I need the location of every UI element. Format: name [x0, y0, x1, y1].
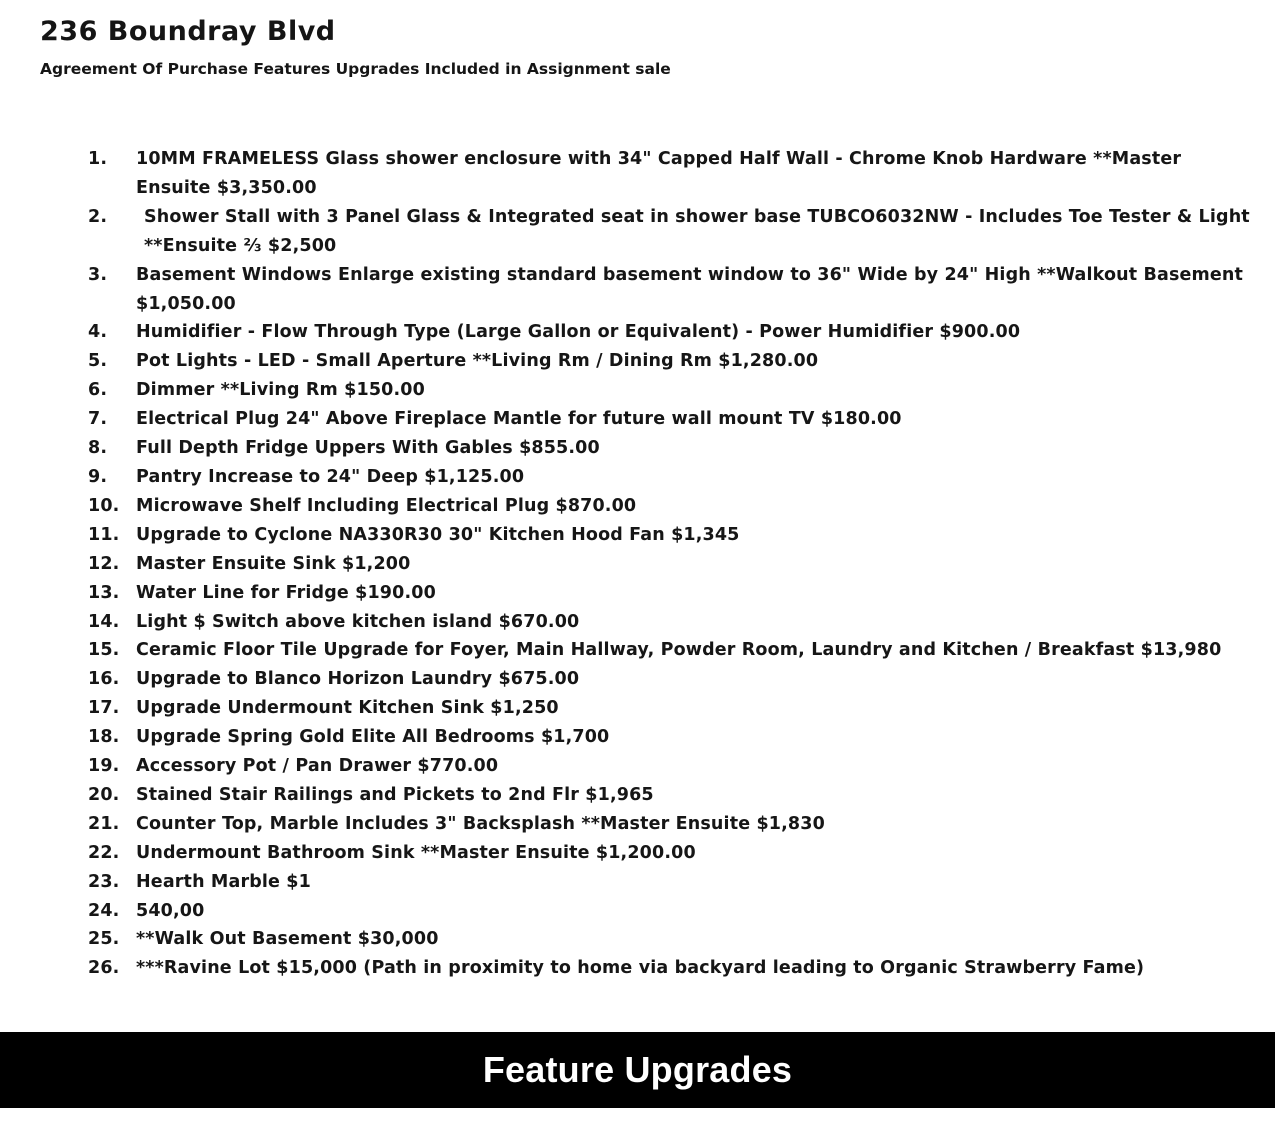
feature-item-number: 2. [88, 206, 108, 227]
feature-item [0, 636, 1275, 665]
feature-item [0, 261, 1275, 319]
feature-item-number: 23. [88, 871, 120, 892]
feature-item-number: 21. [88, 813, 120, 834]
feature-item-text: Counter Top, Marble Includes 3" Backsplash **Master Ensuite $1,830 [136, 813, 825, 834]
feature-item-number: 12. [88, 553, 120, 574]
feature-item-number: 11. [88, 524, 120, 545]
feature-item [0, 550, 1275, 579]
caption-banner [0, 1032, 1275, 1108]
feature-item-number: 24. [88, 900, 120, 921]
feature-item [0, 810, 1275, 839]
feature-item [0, 145, 1275, 203]
feature-item-number: 10. [88, 495, 120, 516]
feature-item [0, 347, 1275, 376]
feature-item-number: 18. [88, 727, 120, 748]
feature-item-number: 6. [88, 380, 108, 401]
feature-item [0, 839, 1275, 868]
feature-item [0, 954, 1275, 983]
feature-item-number: 14. [88, 611, 120, 632]
feature-item [0, 925, 1275, 954]
feature-item-number: 26. [88, 958, 120, 979]
features-list [0, 145, 1275, 983]
feature-item-text: 10MM FRAMELESS Glass shower enclosure with 34" Capped Half Wall - Chrome Knob Hardware **Master Ensuite $3,350.00 [136, 149, 1182, 198]
feature-item [0, 665, 1275, 694]
feature-item-text: Master Ensuite Sink $1,200 [136, 553, 411, 574]
feature-item-number: 1. [88, 149, 108, 169]
feature-item [0, 521, 1275, 550]
feature-item [0, 318, 1275, 347]
feature-item-text: Upgrade to Cyclone NA330R30 30" Kitchen Hood Fan $1,345 [136, 524, 740, 545]
feature-item [0, 723, 1275, 752]
feature-item-text: Microwave Shelf Including Electrical Plug $870.00 [136, 495, 637, 516]
feature-item-text: Dimmer **Living Rm $150.00 [136, 380, 425, 401]
feature-item-text: Shower Stall with 3 Panel Glass & Integrated seat in shower base TUBCO6032NW - Includes Toe Tester & Light **Ensuite ⅔ $2,500 [144, 206, 1250, 256]
feature-item-text: 540,00 [136, 900, 205, 921]
feature-item-number: 25. [88, 929, 120, 950]
feature-item-text: Stained Stair Railings and Pickets to 2nd Flr $1,965 [136, 784, 654, 805]
feature-item [0, 897, 1275, 926]
feature-item [0, 781, 1275, 810]
feature-item [0, 608, 1275, 637]
feature-item-number: 17. [88, 698, 120, 719]
feature-item-number: 7. [88, 409, 108, 430]
feature-item-text: Water Line for Fridge $190.00 [136, 582, 436, 603]
feature-item [0, 463, 1275, 492]
feature-item [0, 405, 1275, 434]
feature-item-text: Undermount Bathroom Sink **Master Ensuite $1,200.00 [136, 842, 696, 863]
feature-item-text: Pot Lights - LED - Small Aperture **Living Rm / Dining Rm $1,280.00 [136, 351, 819, 372]
feature-item-number: 16. [88, 669, 120, 690]
feature-item-number: 22. [88, 842, 120, 863]
feature-item-text: Basement Windows Enlarge existing standard basement window to 36" Wide by 24" High **Walkout Basement $1,050.00 [136, 264, 1244, 314]
feature-item-number: 19. [88, 756, 120, 777]
feature-item-number: 13. [88, 582, 120, 603]
document-title: 236 Boundray Blvd [40, 16, 336, 47]
feature-item-text: Accessory Pot / Pan Drawer $770.00 [136, 756, 499, 777]
feature-item-number: 4. [88, 322, 108, 343]
feature-item-text: Pantry Increase to 24" Deep $1,125.00 [136, 466, 525, 487]
feature-item [0, 376, 1275, 405]
feature-item [0, 434, 1275, 463]
feature-item-text: Upgrade Spring Gold Elite All Bedrooms $1,700 [136, 727, 610, 748]
feature-item-text: Full Depth Fridge Uppers With Gables $855.00 [136, 438, 600, 459]
feature-item-number: 5. [88, 351, 108, 372]
feature-item-number: 20. [88, 784, 120, 805]
feature-item-text: ***Ravine Lot $15,000 (Path in proximity to home via backyard leading to Organic Strawberry Fame) [136, 958, 1145, 979]
feature-item-text: Upgrade Undermount Kitchen Sink $1,250 [136, 698, 559, 719]
feature-item-text: Light $ Switch above kitchen island $670.00 [136, 611, 580, 632]
feature-item [0, 752, 1275, 781]
document-subtitle: Agreement Of Purchase Features Upgrades Included in Assignment sale [40, 60, 671, 78]
feature-item [0, 203, 1275, 261]
feature-item [0, 694, 1275, 723]
feature-item-text: **Walk Out Basement $30,000 [136, 929, 439, 950]
feature-item-text: Hearth Marble $1 [136, 871, 311, 892]
feature-item-number: 15. [88, 640, 120, 661]
feature-item-text: Ceramic Floor Tile Upgrade for Foyer, Main Hallway, Powder Room, Laundry and Kitchen / Breakfast $13,980 [136, 640, 1222, 661]
feature-item-number: 9. [88, 466, 108, 487]
feature-item [0, 492, 1275, 521]
feature-item-number: 3. [88, 264, 108, 285]
banner-label: Feature Upgrades [482, 1049, 793, 1090]
feature-item-text: Humidifier - Flow Through Type (Large Gallon or Equivalent) - Power Humidifier $900.00 [136, 322, 1021, 343]
feature-item-text: Upgrade to Blanco Horizon Laundry $675.00 [136, 669, 580, 690]
feature-item-number: 8. [88, 438, 108, 459]
feature-item [0, 868, 1275, 897]
feature-item-text: Electrical Plug 24" Above Fireplace Mantle for future wall mount TV $180.00 [136, 409, 902, 430]
feature-item [0, 579, 1275, 608]
